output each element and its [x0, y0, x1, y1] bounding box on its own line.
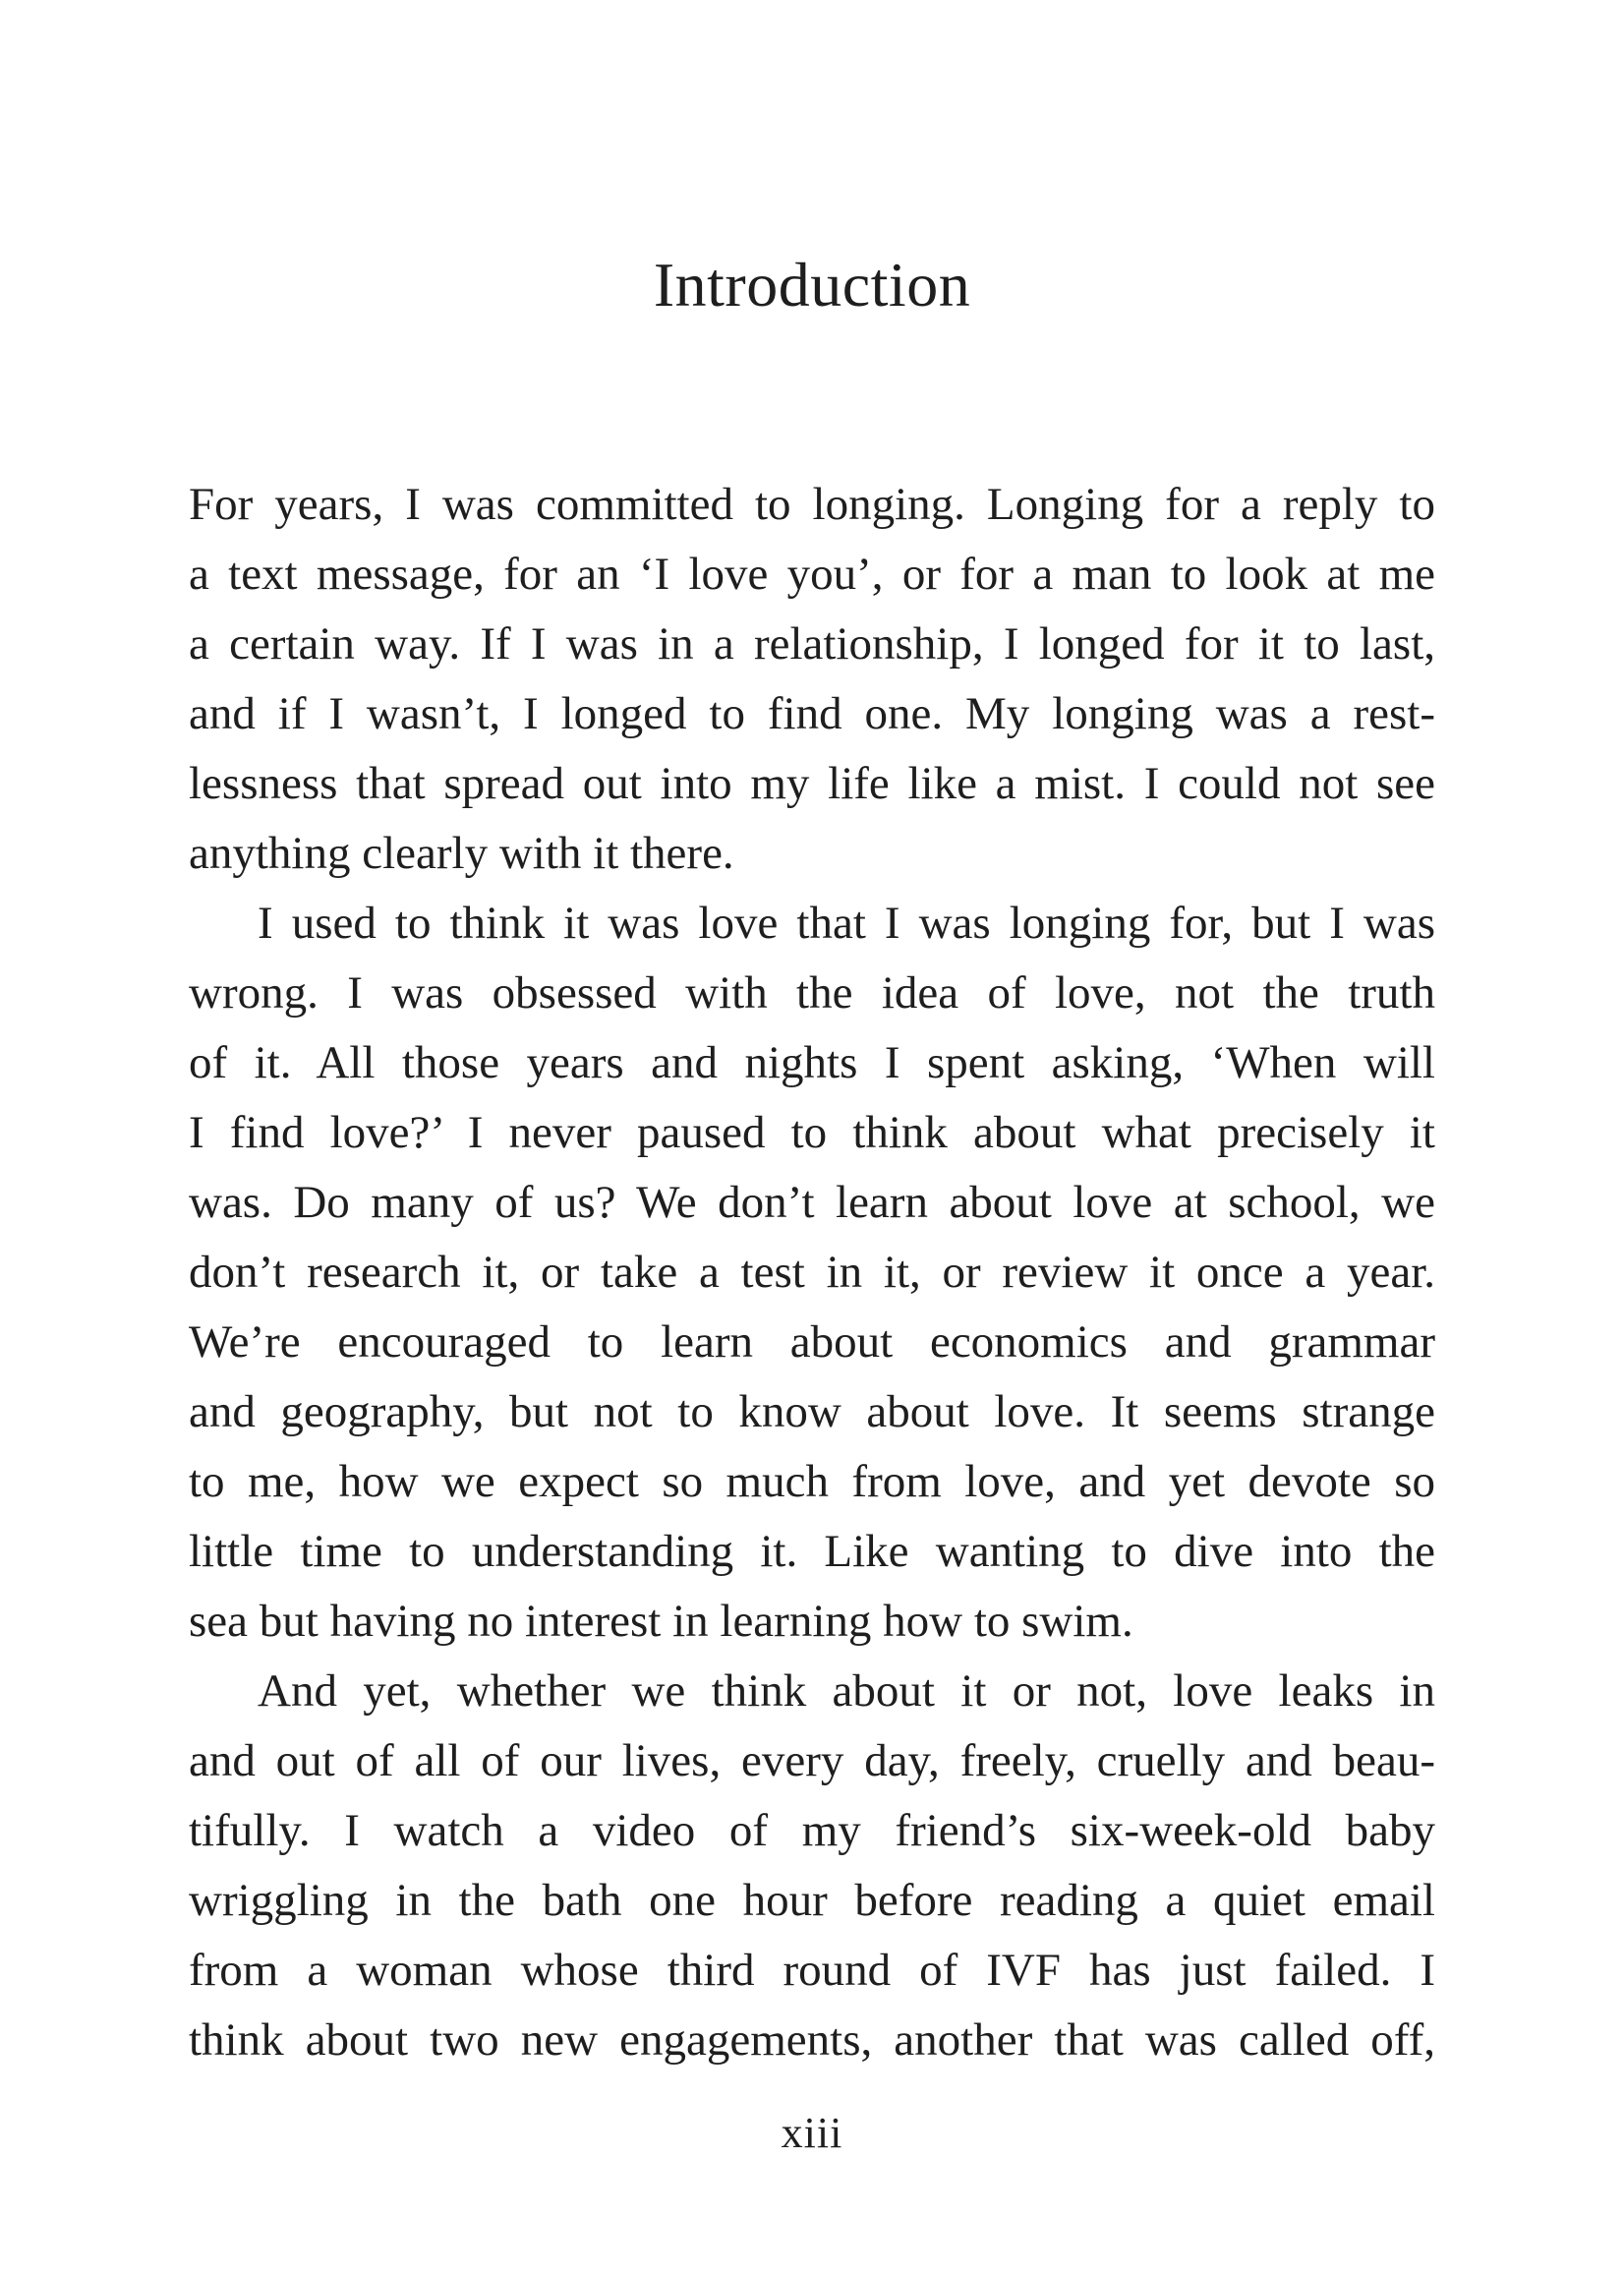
text-line: a text message, for an ‘I love you’, or for a man to look at me — [189, 549, 1435, 600]
text-line: anything clearly with it there. — [189, 828, 734, 879]
text-line: I used to think it was love that I was longing for, but I was — [258, 898, 1435, 949]
text-line: tifully. I watch a video of my friend’s six-week-old baby — [189, 1805, 1435, 1856]
text-line: think about two new engagements, another that was called off, — [189, 2014, 1435, 2066]
text-line: don’t research it, or take a test in it, or review it once a year. — [189, 1247, 1435, 1298]
text-line: For years, I was committed to longing. Longing for a reply to — [189, 479, 1435, 530]
text-line: lessness that spread out into my life like a mist. I could not see — [189, 758, 1435, 809]
text-line: and geography, but not to know about love. It seems strange — [189, 1386, 1435, 1437]
text-line: And yet, whether we think about it or not, love leaks in — [258, 1665, 1435, 1717]
text-line: We’re encouraged to learn about economics and grammar — [189, 1316, 1435, 1368]
text-line: a certain way. If I was in a relationship, I longed for it to last, — [189, 618, 1435, 670]
text-line: wrong. I was obsessed with the idea of love, not the truth — [189, 967, 1435, 1019]
text-line: of it. All those years and nights I spent asking, ‘When will — [189, 1037, 1435, 1088]
text-line: and out of all of our lives, every day, freely, cruelly and beau- — [189, 1735, 1435, 1786]
paragraph-2 — [189, 889, 1435, 1657]
paragraph-3 — [189, 1657, 1435, 2075]
text-line: and if I wasn’t, I longed to find one. My longing was a rest- — [189, 688, 1435, 739]
text-line: sea but having no interest in learning how to swim. — [189, 1596, 1133, 1647]
page-number: xiii — [781, 2109, 843, 2157]
text-line: to me, how we expect so much from love, and yet devote so — [189, 1456, 1435, 1507]
text-line: wriggling in the bath one hour before reading a quiet email — [189, 1875, 1435, 1926]
chapter-title: Introduction — [653, 250, 971, 320]
text-line: little time to understanding it. Like wanting to dive into the — [189, 1526, 1435, 1577]
paragraph-1 — [189, 470, 1435, 889]
text-line: from a woman whose third round of IVF has just failed. I — [189, 1945, 1435, 1996]
body-text — [189, 470, 1435, 2075]
text-line: I find love?’ I never paused to think about what precisely it — [189, 1107, 1435, 1158]
text-line: was. Do many of us? We don’t learn about love at school, we — [189, 1177, 1435, 1228]
